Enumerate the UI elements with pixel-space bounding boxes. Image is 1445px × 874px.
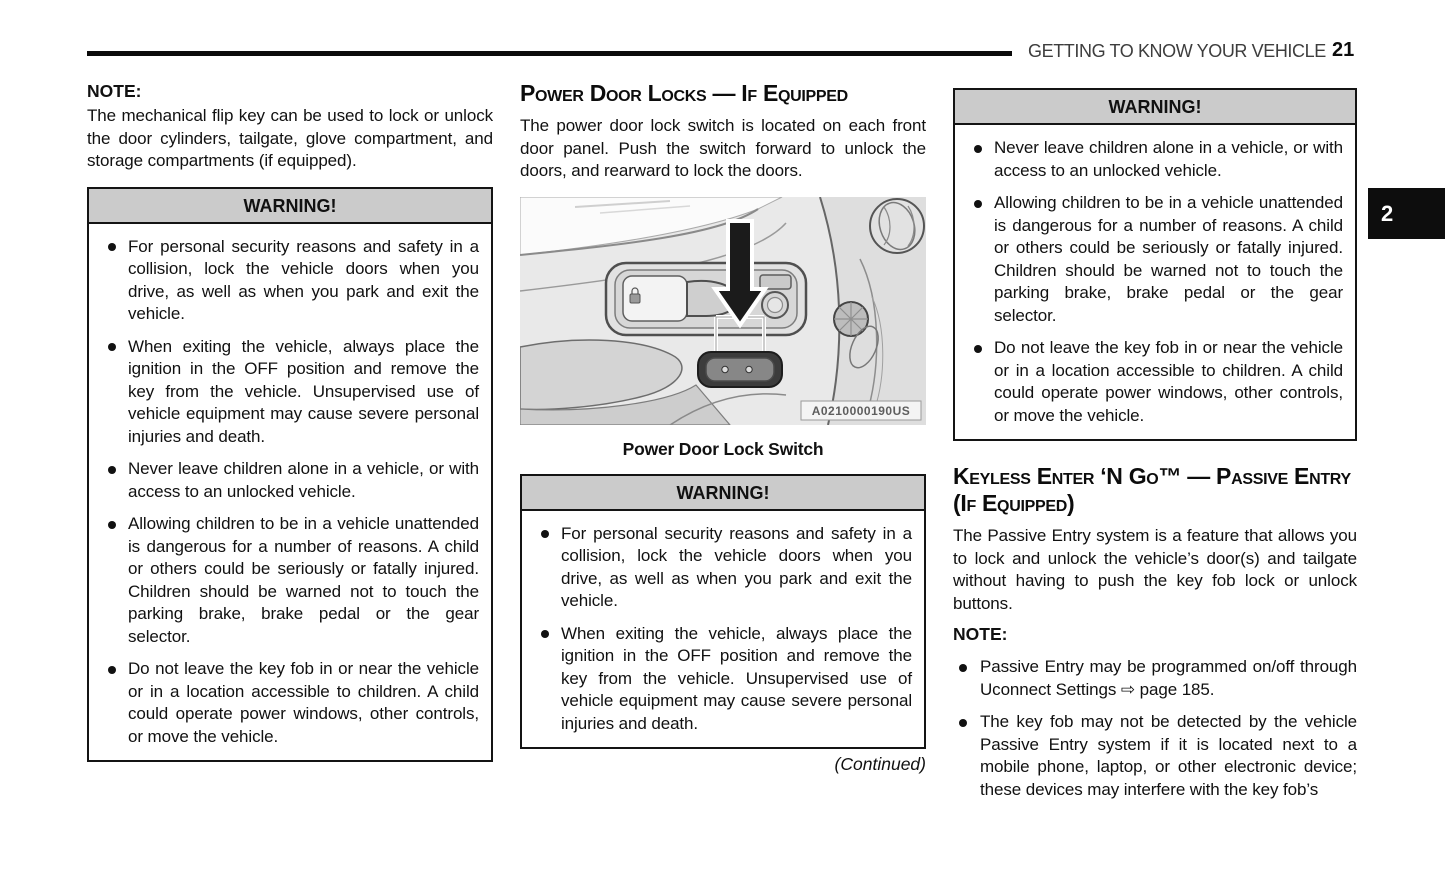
warning-title: WARNING! <box>522 476 924 511</box>
section-intro: The Passive Entry system is a feature that allows you to lock and unlock the vehicle’s door(s) and tailgate without having to push the key fob lock or unlock buttons. <box>953 526 1357 613</box>
figure-caption: Power Door Lock Switch <box>622 438 824 459</box>
warning-bullet: Do not leave the key fob in or near the vehicle or in a location accessible to children. A child could operate power windows, other controls, or move the vehicle. <box>99 658 479 748</box>
column-center <box>520 80 926 775</box>
warning-bullet: When exiting the vehicle, always place the ignition in the OFF position and remove the key from the vehicle. Unsupervised use of vehicle equipment may cause severe personal injuries and death. <box>99 336 479 449</box>
running-head: GETTING TO KNOW YOUR VEHICLE <box>1028 41 1326 61</box>
warning-bullet: Never leave children alone in a vehicle, or with access to an unlocked vehicle. <box>99 458 479 503</box>
warning-bullet: Allowing children to be in a vehicle unattended is dangerous for a number of reasons. A child or others could be seriously or fatally injured. Children should be warned not to touch the parking brake, brake pedal or the gear selector. <box>99 513 479 648</box>
note-bullet: Passive Entry may be programmed on/off through Uconnect Settings ⇨ page 185. <box>953 656 1357 701</box>
door-panel-illustration <box>520 197 926 425</box>
section-heading-keyless-enter-n-go: Keyless Enter ‘N Go™ — Passive Entry (If Equipped) <box>953 463 1351 516</box>
warning-box-2 <box>520 474 926 750</box>
column-right <box>953 88 1357 801</box>
column-left <box>87 80 493 762</box>
warning-bullet: Never leave children alone in a vehicle, or with access to an unlocked vehicle. <box>965 137 1343 182</box>
figure-power-door-lock-switch <box>520 197 926 460</box>
note-bullet: The key fob may not be detected by the vehicle Passive Entry system if it is located next to a mobile phone, laptop, or other electronic device; these devices may interfere with the key fob’s <box>953 711 1357 801</box>
warning-bullet: Allowing children to be in a vehicle unattended is dangerous for a number of reasons. A child or others could be seriously or fatally injured. Children should be warned not to touch the parking brake, brake pedal or the gear selector. <box>965 192 1343 327</box>
page-number: 21 <box>1332 39 1355 61</box>
section-heading-power-door-locks: Power Door Locks — If Equipped <box>520 80 848 106</box>
continued-note: (Continued) <box>834 754 926 774</box>
section-intro: The power door lock switch is located on each front door panel. Push the switch forward to unlock the doors, and rearward to lock the doors. <box>520 116 926 180</box>
warning-box-3 <box>953 88 1357 441</box>
warning-bullet: For personal security reasons and safety in a collision, lock the vehicle doors when you drive, as well as when you park and exit the vehicle. <box>532 523 912 613</box>
header-rule <box>87 51 1012 56</box>
chapter-tab: 2 <box>1368 188 1445 239</box>
note-label: NOTE: <box>87 81 142 101</box>
warning-bullet: For personal security reasons and safety in a collision, lock the vehicle doors when you drive, as well as when you park and exit the vehicle. <box>99 236 479 326</box>
warning-box-1 <box>87 187 493 763</box>
warning-title: WARNING! <box>955 90 1355 125</box>
warning-bullet: Do not leave the key fob in or near the vehicle or in a location accessible to children. A child could operate power windows, other controls, or move the vehicle. <box>965 337 1343 427</box>
warning-title: WARNING! <box>89 189 491 224</box>
note-text: The mechanical flip key can be used to lock or unlock the door cylinders, tailgate, glove compartment, and storage compartments (if equipped). <box>87 106 493 170</box>
note-label: NOTE: <box>953 624 1008 644</box>
figure-watermark: A0210000190US <box>811 403 911 418</box>
warning-bullet: When exiting the vehicle, always place the ignition in the OFF position and remove the key from the vehicle. Unsupervised use of vehicle equipment may cause severe personal injuries and death. <box>532 623 912 736</box>
